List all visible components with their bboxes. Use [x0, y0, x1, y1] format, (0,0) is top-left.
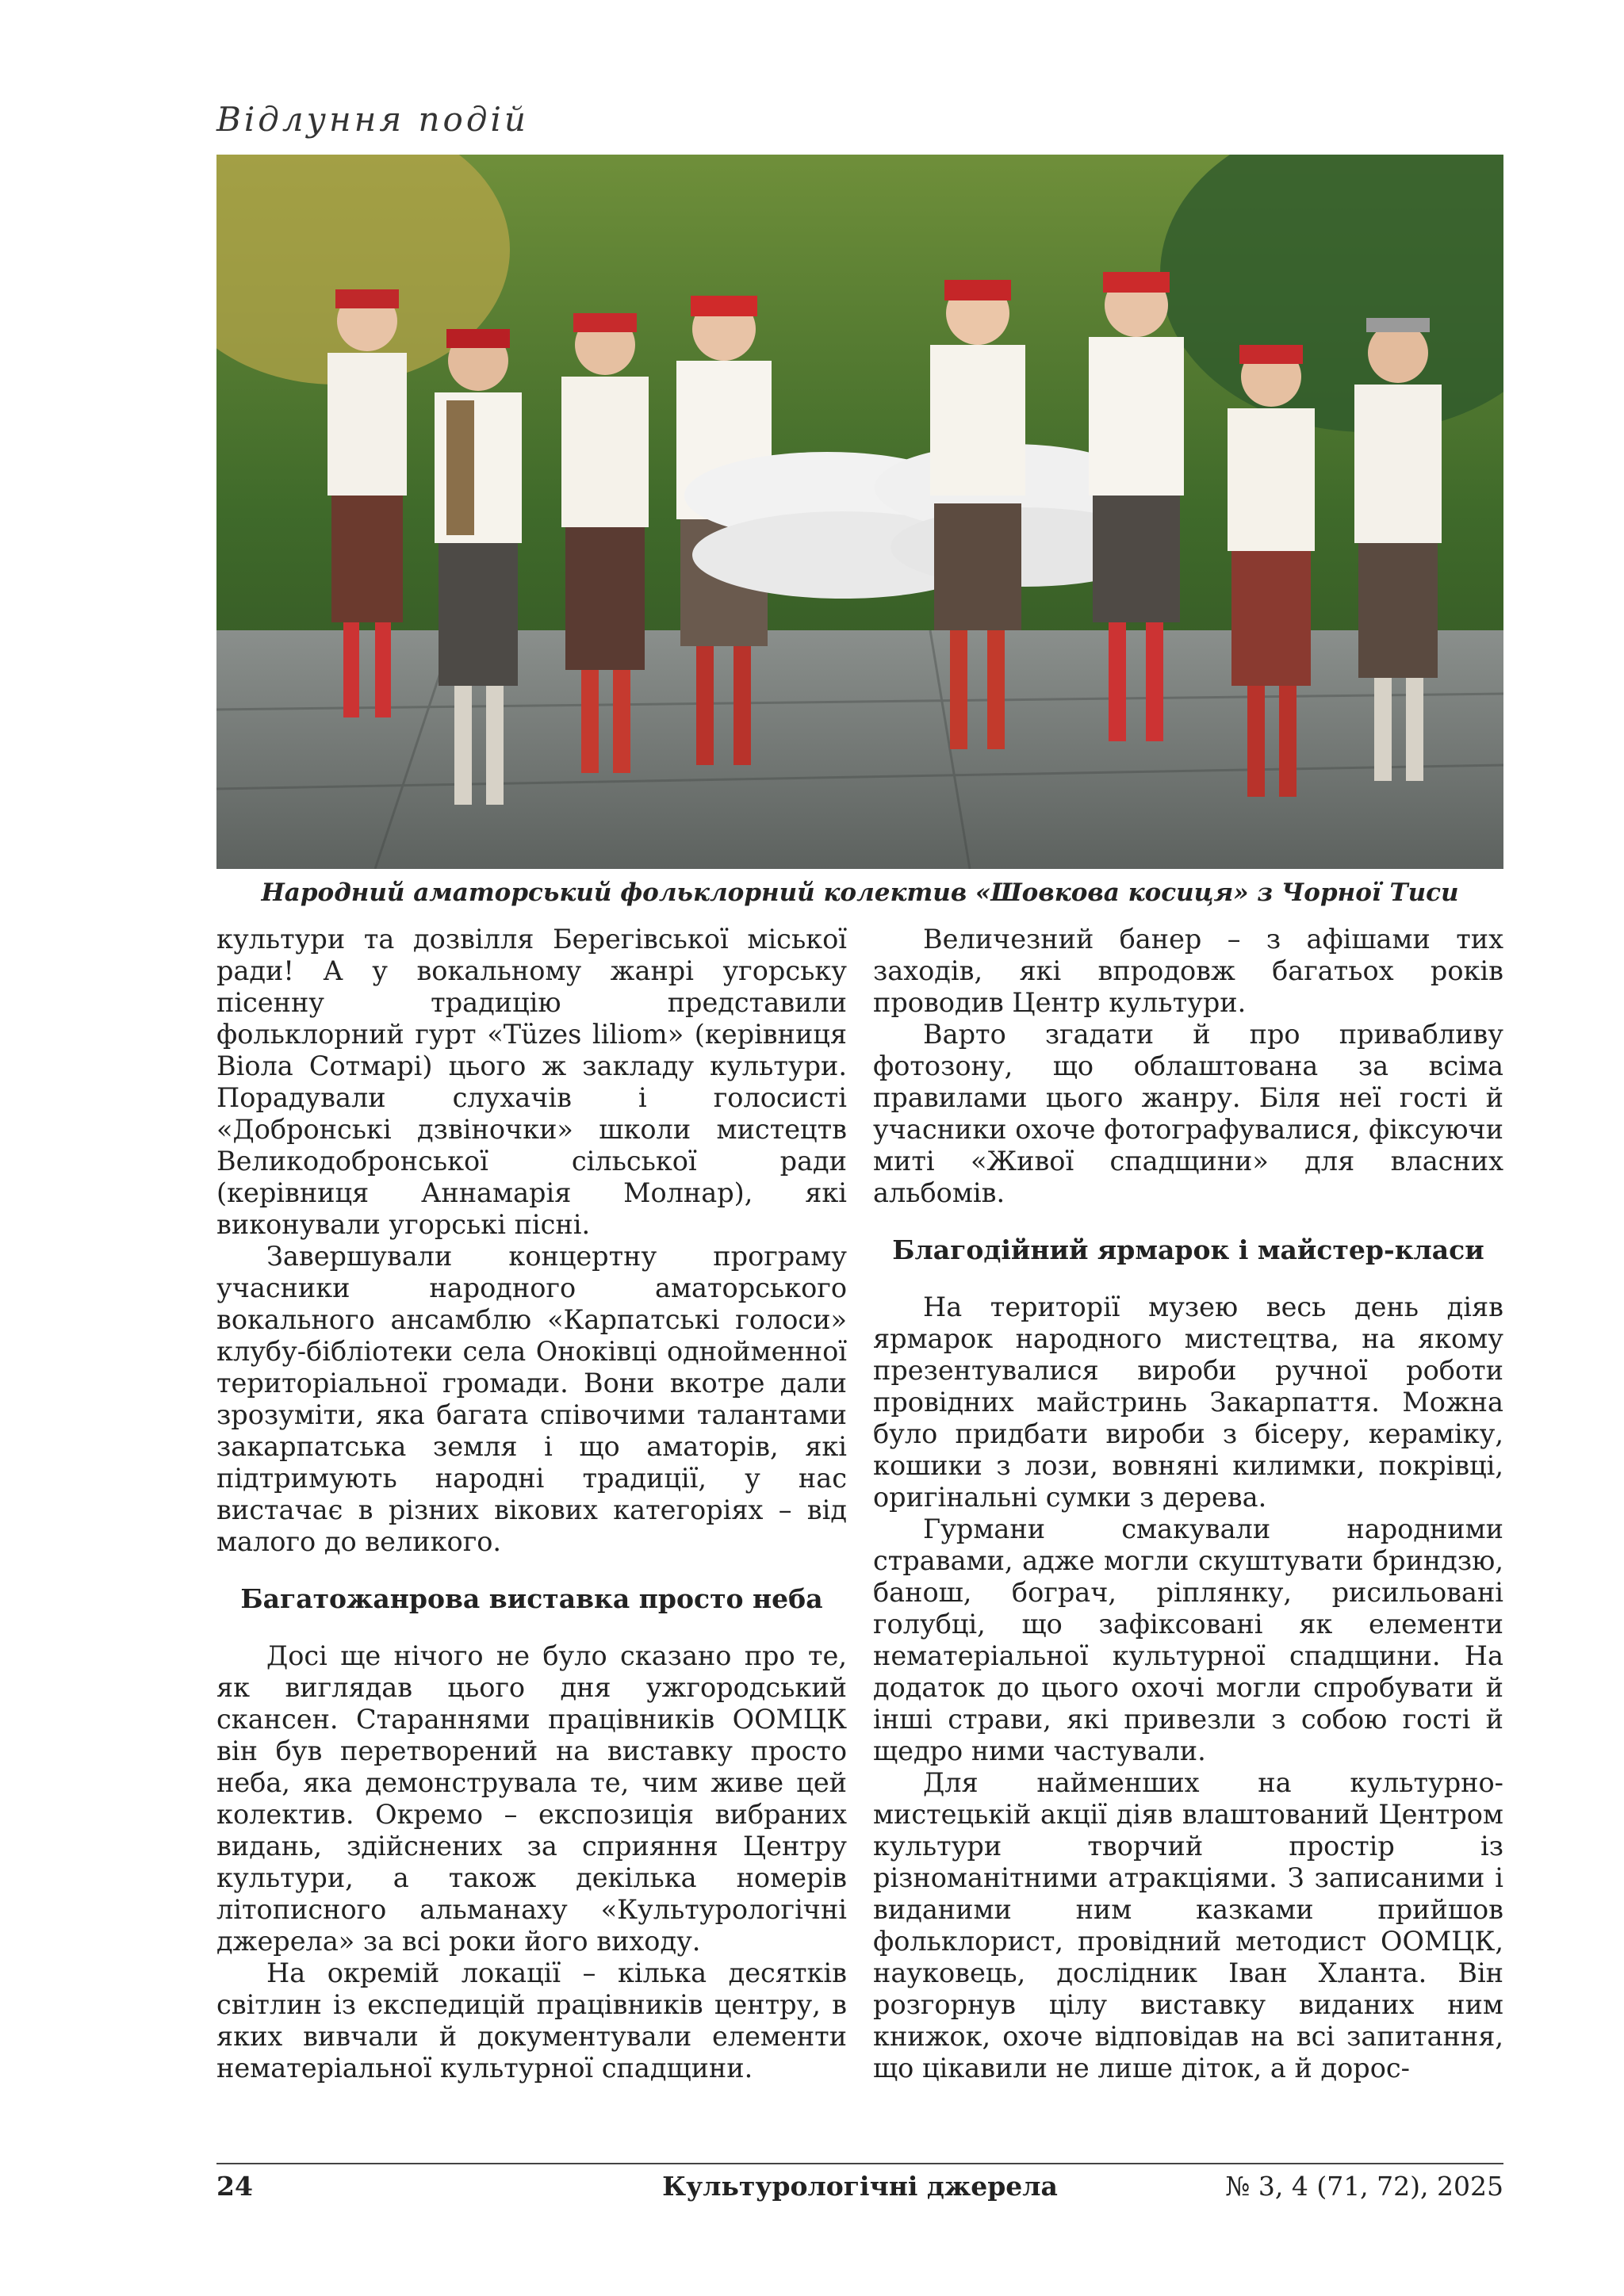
- paragraph: Досі ще нічого не було сказано про те, як виглядав цього дня ужгородський скансен. Стараннями працівників ООМЦК він був перетворений на виставку просто неба, яка демонструвала те, чим живе цей колектив. Окремо – експозиція вибраних видань, здійснених за сприяння Центру культури, а також декілька номерів літописного альманаху «Культурологічні джерела» за всі роки його виходу.: [216, 1640, 847, 1957]
- photo-caption: Народний аматорський фольклорний колектив «Шовкова косиця» з Чорної Тиси: [261, 878, 1459, 907]
- section-heading: Благодійний ярмарок і майстер-класи: [892, 1234, 1484, 1265]
- section-heading: Багатожанрова виставка просто неба: [240, 1583, 823, 1614]
- ensemble-photo: [216, 155, 1503, 869]
- paragraph: Величезний банер – з афішами тих заходів, які впродовж багатьох років проводив Центр культури.: [873, 924, 1503, 1018]
- issue-info: № 3, 4 (71, 72), 2025: [1225, 2171, 1503, 2202]
- section-header: Відлуння подій: [216, 100, 529, 139]
- paragraph: Варто згадати й про привабливу фотозону, що облаштована за всіма правилами цього жанру. Біля неї гості й учасники охоче фотографувалися, фіксуючи миті «Живої спадщини» для власних альбомів.: [873, 1019, 1503, 1208]
- journal-title: Культурологічні джерела: [662, 2171, 1058, 2202]
- paragraph: Завершували концертну програму учасники народного аматорського вокального ансамблю «Карпатські голоси» клубу-бібліотеки села Оноківці однойменної територіальної громади. Вони вкотре дали зрозуміти, яка багата співочими талантами закарпатська земля і що аматорів, які підтримують народні традиції, у нас вистачає в різних вікових категоріях – від малого до великого.: [216, 1241, 847, 1557]
- footer-rule: [216, 2163, 1503, 2164]
- page-number: 24: [216, 2171, 253, 2202]
- paragraph: Для найменших на культурно-мистецькій акції діяв влаштований Центром культури творчий простір із різноманітними атракціями. З записаними і виданими ним казками прийшов фольклорист, провідний методист ООМЦК, науковець, дослідник Іван Хланта. Він розгорнув цілу виставку виданих ним книжок, охоче відповідав на всі запитання, що цікавили не лише діток, а й дорос-: [873, 1767, 1503, 2084]
- paragraph: культури та дозвілля Берегівської міської ради! А у вокальному жанрі угорську пісенну традицію представили фольклорний гурт «Tüzes liliom» (керівниця Віола Сотмарі) цього ж закладу культури. Порадували слухачів і голосисті «Добронські дзвіночки» школи мистецтв Великодобронської сільської ради (керівниця Аннамарія Молнар), які виконували угорські пісні.: [216, 924, 847, 1240]
- right-column: [873, 924, 1503, 2084]
- paragraph: На окремій локації – кілька десятків світлин із експедицій працівників центру, в яких вивчали й документували елементи нематеріальної культурної спадщини.: [216, 1957, 847, 2084]
- left-column: [216, 924, 847, 2084]
- paragraph: Гурмани смакували народними стравами, адже могли скуштувати бриндзю, банош, бограч, ріплянку, рисильовані голубці, що зафіксовані як елементи нематеріальної культурної спадщини. На додаток до цього охочі могли спробувати й інші страви, які привезли з собою гості й щедро ними частували.: [873, 1513, 1503, 1766]
- paragraph: На території музею весь день діяв ярмарок народного мистецтва, на якому презентувалися вироби ручної роботи провідних майстринь Закарпаття. Можна було придбати вироби з бісеру, кераміку, кошики з лози, вовняні килимки, покрівці, оригінальні сумки з дерева.: [873, 1292, 1503, 1513]
